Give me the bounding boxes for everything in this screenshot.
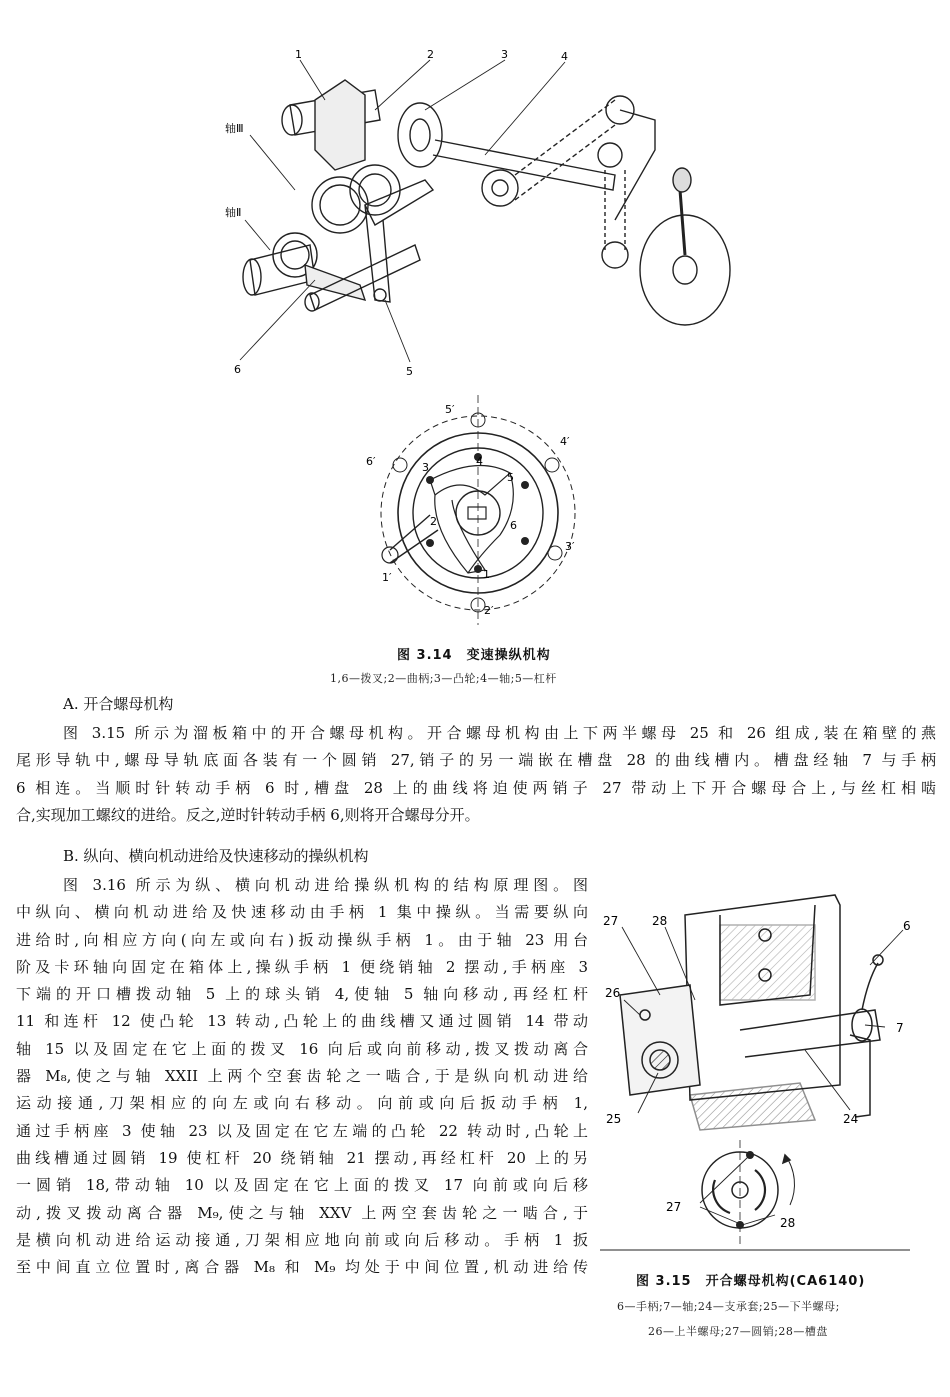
paragraph-a-line: 图 3.15 所示为溜板箱中的开合螺母机构。开合螺母机构由上下两半螺母 25 和 26 组成,装在箱壁的燕 [63, 724, 936, 742]
cam-label-5p: 5′ [445, 403, 455, 416]
paragraph-b-line: 是横向机动进给运动接通,刀架相应地向前或向后移动。手柄 1 扳 [16, 1230, 588, 1249]
figure-3-14-cam-diagram [360, 395, 595, 625]
cam-label-2: 2 [430, 515, 437, 528]
paragraph-b-line: 曲线槽通过圆销 19 使杠杆 20 绕销轴 21 摆动,再经杠杆 20 上的另 [16, 1148, 588, 1167]
paragraph-b-line: 运动接通,刀架相应的向左或向右移动。向前或向后扳动手柄 1, [16, 1094, 588, 1113]
paragraph-b-line: 11 和连杆 12 使凸轮 13 转动,凸轮上的曲线槽又通过圆销 14 带动 [16, 1012, 588, 1031]
drawing-label-shaft-2: 轴Ⅱ [225, 206, 242, 219]
cam-label-3: 3 [422, 461, 429, 474]
cam-label-6: 6 [510, 519, 517, 532]
paragraph-b-line: 轴 15 以及固定在它上面的拨叉 16 向后或向前移动,拨叉拨动离合 [16, 1039, 588, 1058]
figure-3-14-title: 图 3.14 变速操纵机构 [397, 648, 551, 663]
fig315-label-28-bottom: 28 [780, 1216, 796, 1230]
paragraph-a-line: 合,实现加工螺纹的进给。反之,逆时针转动手柄 6,则将开合螺母分开。 [16, 805, 480, 824]
drawing-label-3: 3 [501, 48, 508, 61]
paragraph-b-line: 阶及卡环轴向固定在箱体上,操纵手柄 1 便绕销轴 2 摆动,手柄座 3 [16, 957, 588, 976]
cam-label-4p: 4′ [560, 435, 570, 448]
figure-3-14-mechanism-drawing [215, 40, 775, 385]
cam-label-5: 5 [507, 471, 514, 484]
fig315-label-28: 28 [652, 914, 668, 928]
paragraph-b-line: 至中间直立位置时,离合器 M₈ 和 M₉ 均处于中间位置,机动进给传 [16, 1258, 588, 1277]
paragraph-b [16, 872, 588, 1281]
figure-3-15-title: 图 3.15 开合螺母机构(CA6140) [636, 1274, 866, 1289]
paragraph-b-line: 图 3.16 所示为纵、横向机动进给操纵机构的结构原理图。图 [63, 876, 588, 894]
fig315-label-7: 7 [896, 1021, 904, 1035]
paragraph-b-line: 一圆销 18,带动轴 10 以及固定在它上面的拨叉 17 向前或向后移 [16, 1176, 588, 1195]
cam-label-1p: 1′ [382, 571, 392, 584]
drawing-label-6: 6 [234, 363, 241, 376]
fig315-label-27-bottom: 27 [666, 1200, 682, 1214]
cam-label-3p: 3′ [565, 540, 575, 553]
heading-a: A. 开合螺母机构 [63, 695, 174, 713]
paragraph-b-line: 动,拨叉拨动离合器 M₉,使之与轴 XXV 上两空套齿轮之一啮合,于 [16, 1203, 588, 1222]
fig315-label-25: 25 [606, 1112, 622, 1126]
fig315-label-24: 24 [843, 1112, 859, 1126]
paragraph-b-line: 进给时,向相应方向(向左或向右)扳动操纵手柄 1。由于轴 23 用台 [16, 930, 588, 949]
drawing-label-5: 5 [406, 365, 413, 378]
paragraph-b-line: 中纵向、横向机动进给及快速移动由手柄 1 集中操纵。当需要纵向 [16, 903, 588, 922]
paragraph-a-line: 6 相连。当顺时针转动手柄 6 时,槽盘 28 上的曲线将迫使两销子 27 带动上下开合螺母合上,与丝杠相啮 [16, 778, 936, 797]
paragraph-b-line: 下端的开口槽拨动轴 5 上的球头销 4,使轴 5 轴向移动,再经杠杆 [16, 985, 588, 1004]
cam-label-6p: 6′ [366, 455, 376, 468]
cam-label-2p: 2′ [484, 604, 494, 617]
drawing-label-1: 1 [295, 48, 302, 61]
figure-3-15-legend-line1: 6—手柄;7—轴;24—支承套;25—下半螺母; [617, 1300, 840, 1313]
figure-3-15-drawing [600, 885, 920, 1255]
fig315-label-6: 6 [903, 919, 911, 933]
fig315-label-27: 27 [603, 914, 619, 928]
paragraph-b-line: 器 M₈,使之与轴 XXII 上两个空套齿轮之一啮合,于是纵向机动进给 [16, 1067, 588, 1086]
cam-label-1: 1 [483, 568, 490, 581]
drawing-label-4: 4 [561, 50, 568, 63]
figure-3-14-legend: 1,6—拨叉;2—曲柄;3—凸轮;4—轴;5—杠杆 [330, 672, 557, 685]
fig315-label-26: 26 [605, 986, 621, 1000]
drawing-label-2: 2 [427, 48, 434, 61]
drawing-label-shaft-3: 轴Ⅲ [225, 122, 244, 135]
figure-3-15-legend-line2: 26—上半螺母;27—圆销;28—槽盘 [648, 1325, 828, 1338]
heading-b: B. 纵向、横向机动进给及快速移动的操纵机构 [63, 847, 369, 865]
paragraph-a [16, 720, 936, 829]
paragraph-b-line: 通过手柄座 3 使轴 23 以及固定在它左端的凸轮 22 转动时,凸轮上 [16, 1121, 588, 1140]
cam-label-4: 4 [476, 455, 483, 468]
paragraph-a-line: 尾形导轨中,螺母导轨底面各装有一个圆销 27,销子的另一端嵌在槽盘 28 的曲线槽内。槽盘经轴 7 与手柄 [16, 751, 936, 770]
